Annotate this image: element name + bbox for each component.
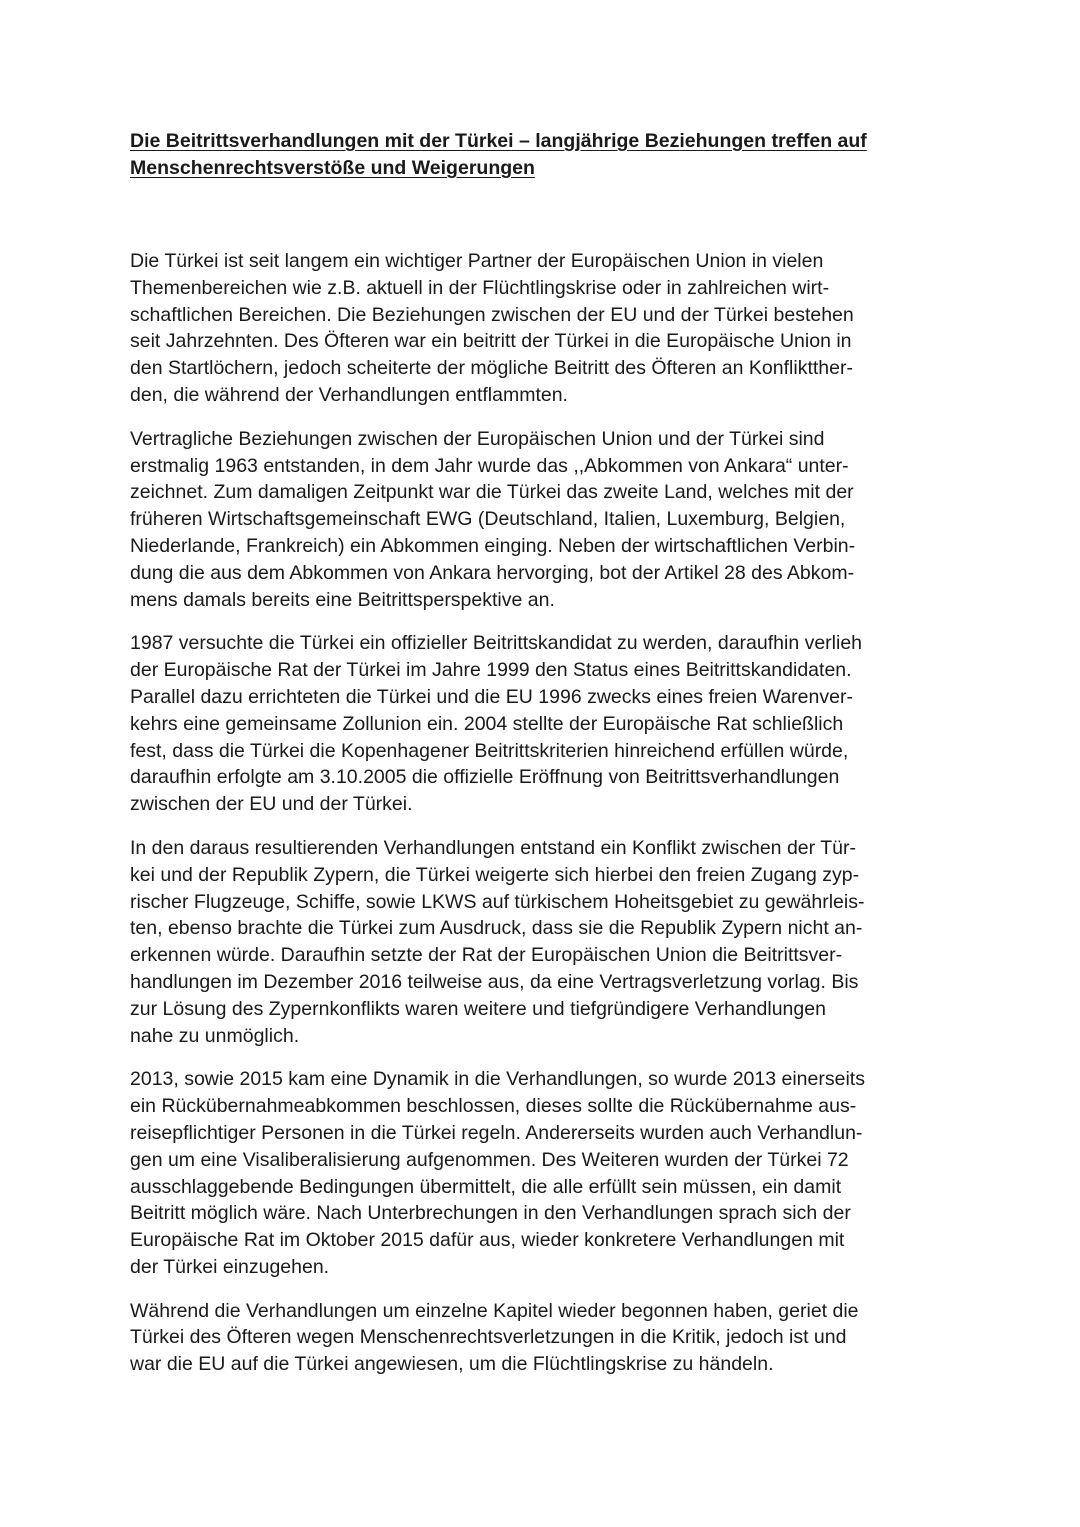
text-line: dung die aus dem Abkommen von Ankara hervorging, bot der Artikel 28 des Abkom-: [130, 561, 855, 584]
text-line: schaftlichen Bereichen. Die Beziehungen zwischen der EU und der Türkei bestehen: [130, 303, 854, 326]
text-line: früheren Wirtschaftsgemeinschaft EWG (Deutschland, Italien, Luxemburg, Belgien,: [130, 508, 846, 531]
text-line: zwischen der EU und der Türkei.: [130, 793, 413, 816]
text-line: 2013, sowie 2015 kam eine Dynamik in die Verhandlungen, so wurde 2013 einerseits: [130, 1068, 865, 1091]
text-line: zeichnet. Zum damaligen Zeitpunkt war die Türkei das zweite Land, welches mit der: [130, 481, 854, 504]
text-line: fest, dass die Türkei die Kopenhagener Beitrittskriterien hinreichend erfüllen würde,: [130, 739, 849, 762]
text-line: 1987 versuchte die Türkei ein offizieller Beitrittskandidat zu werden, daraufhin verlieh: [130, 632, 863, 655]
text-line: In den daraus resultierenden Verhandlungen entstand ein Konflikt zwischen der Tür-: [130, 836, 856, 859]
text-line: Während die Verhandlungen um einzelne Kapitel wieder begonnen haben, geriet die: [130, 1299, 859, 1322]
text-line: Beitritt möglich wäre. Nach Unterbrechungen in den Verhandlungen sprach sich der: [130, 1202, 851, 1225]
text-line: war die EU auf die Türkei angewiesen, um die Flüchtlingskrise zu händeln.: [130, 1353, 774, 1376]
text-line: erkennen würde. Daraufhin setzte der Rat der Europäischen Union die Beitrittsver-: [130, 944, 843, 967]
title-line: Menschenrechtsverstöße und Weigerungen: [130, 157, 535, 179]
text-line: daraufhin erfolgte am 3.10.2005 die offizielle Eröffnung von Beitrittsverhandlungen: [130, 766, 840, 789]
text-line: ten, ebenso brachte die Türkei zum Ausdruck, dass sie die Republik Zypern nicht an-: [130, 917, 863, 940]
text-line: Themenbereichen wie z.B. aktuell in der Flüchtlingskrise oder in zahlreichen wirt-: [130, 276, 830, 299]
text-line: Europäische Rat im Oktober 2015 dafür aus, wieder konkretere Verhandlungen mit: [130, 1229, 845, 1252]
paragraph-5: [130, 1066, 952, 1280]
text-line: handlungen im Dezember 2016 teilweise aus, da eine Vertragsverletzung vorlag. Bis: [130, 970, 859, 993]
paragraph-2: [130, 426, 952, 614]
document-page: [130, 128, 952, 1395]
paragraph-4: [130, 835, 952, 1049]
text-line: der Europäische Rat der Türkei im Jahre 1999 den Status eines Beitrittskandidaten.: [130, 659, 852, 682]
text-line: den, die während der Verhandlungen entflammten.: [130, 383, 568, 406]
paragraph-3: [130, 630, 952, 818]
text-line: mens damals bereits eine Beitrittsperspektive an.: [130, 588, 555, 611]
text-line: Türkei des Öfteren wegen Menschenrechtsverletzungen in die Kritik, jedoch ist und: [130, 1326, 847, 1349]
text-line: Die Türkei ist seit langem ein wichtiger Partner der Europäischen Union in vielen: [130, 250, 824, 272]
text-line: Parallel dazu errichteten die Türkei und die EU 1996 zwecks eines freien Warenver-: [130, 685, 853, 708]
document-title: [130, 128, 952, 182]
text-line: nahe zu unmöglich.: [130, 1024, 300, 1047]
text-line: ausschlaggebende Bedingungen übermittelt, die alle erfüllt sein müssen, ein damit: [130, 1175, 842, 1198]
text-line: erstmalig 1963 entstanden, in dem Jahr wurde das ,,Abkommen von Ankara“ unter-: [130, 454, 849, 477]
text-line: gen um eine Visaliberalisierung aufgenommen. Des Weiteren wurden der Türkei 72: [130, 1148, 849, 1171]
text-line: rischer Flugzeuge, Schiffe, sowie LKWS auf türkischem Hoheitsgebiet zu gewährleis-: [130, 890, 865, 913]
text-line: kehrs eine gemeinsame Zollunion ein. 2004 stellte der Europäische Rat schließlich: [130, 712, 844, 735]
paragraph-1: [130, 248, 952, 409]
text-line: seit Jahrzehnten. Des Öfteren war ein beitritt der Türkei in die Europäische Union in: [130, 330, 852, 353]
text-line: den Startlöchern, jedoch scheiterte der mögliche Beitritt des Öfteren an Konfliktther-: [130, 357, 853, 380]
text-line: reisepflichtiger Personen in die Türkei regeln. Andererseits wurden auch Verhandlun-: [130, 1121, 863, 1144]
text-line: der Türkei einzugehen.: [130, 1255, 330, 1278]
text-line: ein Rückübernahmeabkommen beschlossen, dieses sollte die Rückübernahme aus-: [130, 1095, 857, 1118]
text-line: Niederlande, Frankreich) ein Abkommen einging. Neben der wirtschaftlichen Verbin-: [130, 534, 856, 557]
text-line: Vertragliche Beziehungen zwischen der Europäischen Union und der Türkei sind: [130, 427, 825, 450]
text-line: kei und der Republik Zypern, die Türkei weigerte sich hierbei den freien Zugang zyp-: [130, 863, 860, 886]
title-line: Die Beitrittsverhandlungen mit der Türkei – langjährige Beziehungen treffen auf: [130, 130, 867, 152]
text-line: zur Lösung des Zypernkonflikts waren weitere und tiefgründigere Verhandlungen: [130, 997, 826, 1020]
paragraph-6: [130, 1298, 952, 1378]
